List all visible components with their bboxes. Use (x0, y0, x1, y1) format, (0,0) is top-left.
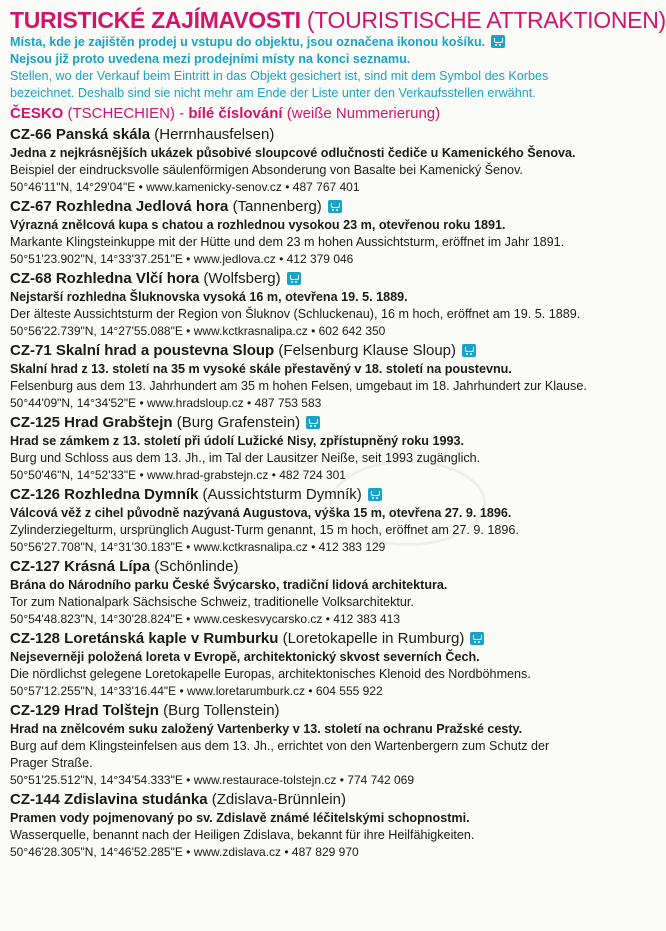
attraction-description-german: Die nördlichst gelegene Loretokapelle Europas, architektonisches Klenoid des Nordböhmens. (10, 667, 531, 681)
attraction-contact-info: 50°46'11"N, 14°29'04"E • www.kamenicky-senov.cz • 487 767 401 (10, 180, 360, 194)
attraction-description-german: Tor zum Nationalpark Sächsische Schweiz, traditionelle Volksarchitektur. (10, 595, 414, 609)
attraction-description-german: Markante Klingsteinkuppe mit der Hütte und dem 23 m hohen Aussichtsturm, eröffnet im Jahr 1891. (10, 235, 565, 249)
attraction-title (10, 557, 590, 577)
attraction-description-czech: Skalní hrad z 13. století na 35 m vysoké skále přestavěný v 18. století na poustevnu. (10, 362, 512, 376)
attraction-contact-info: 50°56'22.739"N, 14°27'55.088"E • www.kctkrasnalipa.cz • 602 642 350 (10, 324, 386, 338)
attraction-entry (10, 269, 590, 340)
attraction-contact-info: 50°51'23.902"N, 14°33'37.251"E • www.jedlova.cz • 412 379 046 (10, 252, 354, 266)
attraction-description-german: Beispiel der eindrucksvolle säulenförmigen Absonderung von Basalte bei Kamenický Šenov. (10, 163, 523, 177)
title-czech: TURISTICKÉ ZAJÍMAVOSTI (10, 7, 301, 33)
attraction-entry (10, 557, 590, 628)
attraction-title (10, 197, 590, 217)
attraction-contact-info: 50°50'46"N, 14°52'33"E • www.hrad-grabstejn.cz • 482 724 301 (10, 468, 346, 482)
attraction-code-name: CZ-127 Krásná Lípa (10, 558, 151, 575)
attraction-german-name: (Schönlinde) (154, 558, 239, 575)
intro-german-line-1: Stellen, wo der Verkauf beim Eintritt in das Objekt gesichert ist, sind mit dem Symbol des Korbes (10, 69, 549, 83)
cart-icon (306, 416, 320, 429)
attraction-title (10, 269, 590, 289)
attraction-entry (10, 413, 590, 484)
attraction-contact-info: 50°56'27.708"N, 14°31'30.183"E • www.kctkrasnalipa.cz • 412 383 129 (10, 540, 386, 554)
attraction-contact-info: 50°51'25.512"N, 14°34'54.333"E • www.restaurace-tolstejn.cz • 774 742 069 (10, 773, 415, 787)
attraction-description-czech: Výrazná znělcová kupa s chatou a rozhlednou vysokou 23 m, otevřenou roku 1891. (10, 218, 506, 232)
attraction-contact-info: 50°57'12.255"N, 14°33'16.44"E • www.loretarumburk.cz • 604 555 922 (10, 684, 383, 698)
watermark-stamp (330, 460, 486, 546)
attraction-code-name: CZ-67 Rozhledna Jedlová hora (10, 198, 229, 215)
cart-icon (470, 632, 484, 645)
attraction-title (10, 629, 590, 649)
attraction-description-czech: Jedna z nejkrásnějších ukázek působivé sloupcové odlučnosti čediče u Kamenického Šenova. (10, 146, 576, 160)
attraction-description-german: Felsenburg aus dem 13. Jahrhundert am 35 m hohen Felsen, umgebaut im 18. Jahrhundert zur Klause. (10, 379, 587, 393)
attraction-entry (10, 790, 590, 861)
title-german: (TOURISTISCHE ATTRAKTIONEN) (306, 7, 666, 33)
cart-icon (368, 488, 382, 501)
attraction-description-czech: Brána do Národního parku České Švýcarsko, tradiční lidová architektura. (10, 578, 448, 592)
attraction-description-czech: Hrad se zámkem z 13. století při údolí Lužické Nisy, zpřístupněný roku 1993. (10, 434, 464, 448)
attraction-description-german: Wasserquelle, benannt nach der Heiligen Zdislava, bekannt für ihre Heilfähigkeiten. (10, 828, 475, 842)
attraction-code-name: CZ-144 Zdislavina studánka (10, 791, 208, 808)
attraction-title (10, 701, 590, 721)
attraction-title (10, 790, 590, 810)
attraction-title (10, 485, 590, 505)
attraction-description-czech: Nejseverněji položená loreta v Evropě, architektonický skvost severních Čech. (10, 650, 480, 664)
attraction-description-czech: Hrad na znělcovém suku založený Vartenberky v 13. století na ochranu Pražské cesty. (10, 722, 523, 736)
attraction-code-name: CZ-125 Hrad Grabštejn (10, 414, 173, 431)
attraction-code-name: CZ-128 Loretánská kaple v Rumburku (10, 630, 279, 647)
region-heading: ČESKO (TSCHECHIEN) - bílé číslování (weiße Nummerierung) (10, 105, 441, 122)
attraction-description-czech: Nejstarší rozhledna Šluknovska vysoká 16 m, otevřena 19. 5. 1889. (10, 290, 408, 304)
attraction-contact-info: 50°46'28.305"N, 14°46'52.285"E • www.zdislava.cz • 487 829 970 (10, 845, 359, 859)
attraction-german-name: (Wolfsberg) (203, 270, 281, 287)
attraction-contact-info: 50°54'48.823"N, 14°30'28.824"E • www.ceskesvycarsko.cz • 412 383 413 (10, 612, 400, 626)
intro-czech-line-1: Místa, kde je zajištěn prodej u vstupu do objektu, jsou označena ikonou košíku. (10, 34, 590, 51)
intro-german-line-2: bezeichnet. Deshalb sind sie nicht mehr am Ende der Liste unter den Verkaufsstellen erwähnt. (10, 86, 536, 100)
attraction-german-name: (Loretokapelle in Rumburg) (282, 630, 465, 647)
attraction-german-name: (Aussichtsturm Dymník) (202, 486, 362, 503)
attraction-german-name: (Tannenberg) (232, 198, 322, 215)
attraction-german-name: (Burg Tollenstein) (163, 702, 280, 719)
cart-icon (462, 344, 476, 357)
attraction-contact-info: 50°44'09"N, 14°34'52"E • www.hradsloup.cz • 487 753 583 (10, 396, 322, 410)
attraction-code-name: CZ-66 Panská skála (10, 126, 151, 143)
attraction-description-german: Burg auf dem Klingsteinfelsen aus dem 13. Jh., errichtet von den Wartenbergern zum Schutz der Prager Straße. (10, 739, 550, 770)
attraction-entry (10, 629, 590, 700)
attraction-code-name: CZ-126 Rozhledna Dymník (10, 486, 199, 503)
attraction-entry (10, 485, 590, 556)
attraction-entry (10, 341, 590, 412)
attraction-description-czech: Pramen vody pojmenovaný po sv. Zdislavě známé léčitelskými schopnostmi. (10, 811, 470, 825)
attraction-description-german: Burg und Schloss aus dem 13. Jh., im Tal der Lausitzer Neiße, seit 1993 zugänglich. (10, 451, 481, 465)
attraction-german-name: (Herrnhausfelsen) (154, 126, 275, 143)
intro-czech-line-2: Nejsou již proto uvedena mezi prodejními místy na konci seznamu. (10, 52, 411, 66)
attraction-german-name: (Zdislava-Brünnlein) (211, 791, 346, 808)
attraction-title (10, 125, 590, 145)
attraction-code-name: CZ-71 Skalní hrad a poustevna Sloup (10, 342, 275, 359)
attraction-description-german: Der älteste Aussichtsturm der Region von Šluknov (Schluckenau), 16 m hoch, eröffnet am 19. 5. 1889. (10, 307, 581, 321)
attraction-code-name: CZ-68 Rozhledna Vlčí hora (10, 270, 200, 287)
cart-icon (287, 272, 301, 285)
attraction-description-czech: Válcová věž z cihel původně nazývaná Augustova, výška 15 m, otevřena 27. 9. 1896. (10, 506, 512, 520)
attractions-list (10, 125, 590, 861)
attraction-description-german: Zylinderziegelturm, ursprünglich August-Turm genannt, 15 m hoch, eröffnet am 27. 9. 1896. (10, 523, 519, 537)
attraction-title (10, 341, 590, 361)
attraction-entry (10, 701, 590, 789)
attraction-german-name: (Burg Grafenstein) (176, 414, 301, 431)
attraction-code-name: CZ-129 Hrad Tolštejn (10, 702, 159, 719)
attraction-entry (10, 197, 590, 268)
attraction-german-name: (Felsenburg Klause Sloup) (278, 342, 457, 359)
attraction-entry (10, 125, 590, 196)
cart-icon (491, 35, 505, 48)
page-title (10, 6, 666, 34)
attraction-title (10, 413, 590, 433)
cart-icon (328, 200, 342, 213)
